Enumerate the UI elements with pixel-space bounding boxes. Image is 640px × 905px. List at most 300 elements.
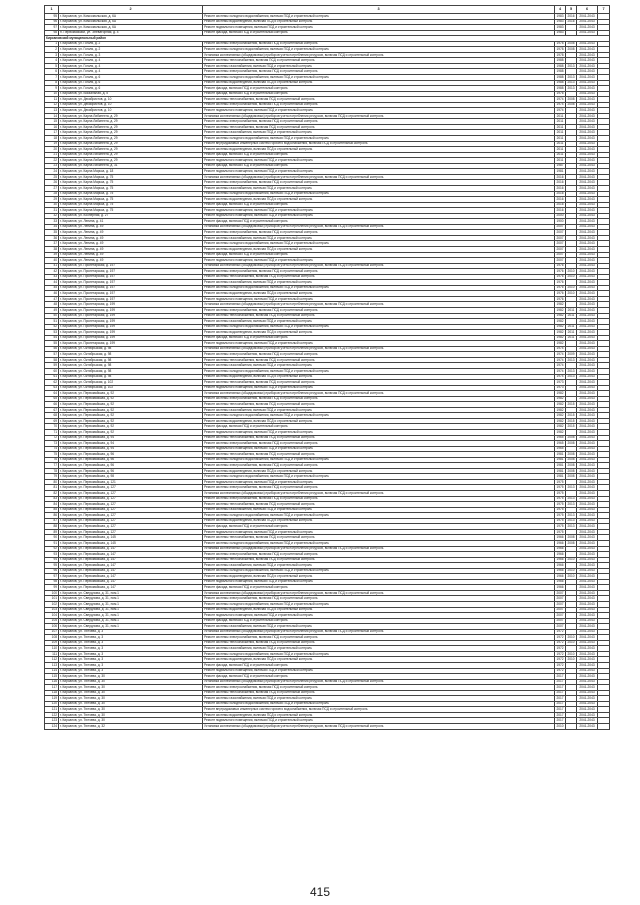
build-year-cell: 1973 — [556, 385, 564, 390]
planned-period-cell: 2041-2043 — [577, 307, 598, 313]
last-repair-year-cell: 2013 — [567, 496, 575, 501]
build-year-cell: 2017 — [556, 712, 564, 717]
address-cell: г. Кирсанов, ул. Тютчева, д. 30 — [59, 690, 203, 696]
work-type-cell: Ремонт системы холодного водоснабжения, включая ПСД и строительный контроль — [203, 369, 555, 375]
last-repair-year-cell: 2008 — [567, 451, 575, 456]
planned-period-cell: 2041-2043 — [577, 646, 598, 652]
row-number: 5 — [45, 63, 59, 69]
row-number: 57 — [45, 352, 59, 358]
address-cell: г. Кирсанов, ул. Карла Маркса, д. 75 — [59, 191, 203, 197]
row-number: 91 — [45, 540, 59, 546]
build-year-cell: 2011 — [555, 152, 566, 158]
planned-period-cell: 2041-2043 — [577, 496, 598, 502]
build-year-cell: 2007 — [556, 623, 564, 628]
build-year-cell: 1978 — [556, 52, 564, 57]
build-year-cell: 1982 — [556, 390, 564, 395]
address-cell: г. Кирсанов, ул. Первомайская, д. 147 — [59, 552, 203, 558]
row-number: 89 — [45, 529, 59, 535]
work-type-cell: Ремонт системы теплоснабжения, включая ПСД и строительный контроль — [203, 640, 555, 646]
last-repair-year-cell: 2010 — [567, 651, 575, 656]
work-type-cell: Ремонт системы газоснабжения, включая ПСД и строительный контроль — [203, 319, 555, 325]
page-number: 415 — [309, 885, 331, 899]
last-repair-year-cell: 2013 — [567, 74, 575, 79]
work-type-cell: Установка коллективных (общедомовых) приборов учета потребления ресурсов, включая ПСД и строительный контроль — [203, 629, 555, 635]
address-cell: г. Кирсанов, ул. Гоголя, д. 2 — [59, 47, 203, 53]
planned-period-cell: 2041-2043 — [577, 346, 598, 352]
work-type-cell: Ремонт системы газоснабжения, включая ПСД и строительный контроль — [203, 235, 555, 241]
address-cell: г. Кирсанов, ул. Свердлова, д. 31, пом.1 — [59, 590, 203, 596]
planned-period-cell: 2041-2043 — [577, 330, 598, 336]
work-type-cell: Ремонт фасада, включая ПСД и строительный контроль — [203, 202, 555, 208]
planned-period-cell: 2041-2043 — [577, 197, 598, 203]
row-number: 98 — [45, 30, 59, 36]
build-year-cell: 1972 — [556, 640, 564, 645]
work-type-cell: Ремонт системы электроснабжения, включая ПСД и строительный контроль — [203, 41, 555, 47]
build-year-cell: 1966 — [556, 535, 564, 540]
row-number: 24 — [45, 169, 59, 175]
address-cell: г. Кирсанов, ул. Тютчева, д. 3 — [59, 640, 203, 646]
last-repair-year-cell: 2010 — [567, 657, 575, 662]
address-cell: г. Кирсанов, ул. Тютчева, д. 30 — [59, 701, 203, 707]
row-number: 29 — [45, 197, 59, 203]
planned-period-cell: 2041-2043 — [577, 540, 598, 546]
planned-period-cell: 2041-2043 — [577, 568, 598, 574]
address-cell: г. Кирсанов, ул. Пролетарская, д. 197 — [59, 296, 203, 302]
row-number: 63 — [45, 385, 59, 391]
work-type-cell: Ремонт системы теплоснабжения, включая ПСД и строительный контроль — [203, 274, 555, 280]
row-number: 73 — [45, 441, 59, 447]
row-number: 3 — [45, 52, 59, 58]
address-cell: г. Кирсанов, ул. Тютчева, д. 3 — [59, 651, 203, 657]
address-cell: г. Кирсанов, ул. Гоголя, д. 4 — [59, 63, 203, 69]
row-number: 6 — [45, 69, 59, 75]
last-repair-year-cell: 2010 — [567, 573, 575, 578]
planned-period-cell: 2041-2043 — [577, 180, 598, 186]
planned-period-cell: 2041-2043 — [577, 235, 598, 241]
work-type-cell: Ремонт подвального помещения, включая ПСД и строительный контроль — [203, 169, 555, 175]
work-type-cell: Ремонт фасада, включая ПСД и строительный контроль — [203, 86, 555, 92]
row-number: 26 — [45, 180, 59, 186]
build-year-cell: 1978 — [556, 41, 564, 46]
address-cell: г. Кирсанов, ул. Первомайская, д. 92 — [59, 396, 203, 402]
planned-period-cell: 2041-2043 — [577, 86, 598, 92]
build-year-cell: 1982 — [556, 418, 564, 423]
planned-period-cell: 2041-2043 — [577, 651, 598, 657]
row-number: 19 — [45, 141, 59, 147]
planned-period-cell: 2041-2043 — [577, 147, 598, 153]
row-number: 37 — [45, 241, 59, 247]
address-cell: г. Кирсанов, ул. Карла Маркса, д. 75 — [59, 180, 203, 186]
address-cell: г. Кирсанов, ул. Пролетарская, д. 197 — [59, 285, 203, 291]
row-number: 78 — [45, 468, 59, 474]
build-year-cell: 1976 — [556, 263, 564, 268]
planned-period-cell: 2041-2043 — [577, 25, 598, 31]
build-year-cell: 1975 — [556, 529, 564, 534]
build-year-cell: 2016 — [556, 174, 564, 179]
row-number: 39 — [45, 252, 59, 258]
address-cell: г. Кирсанов, ул. Свердлова, д. 31, пом.1 — [59, 601, 203, 607]
row-number: 115 — [45, 674, 59, 680]
work-type-cell: Ремонт системы теплоснабжения, включая ПСД и строительный контроль — [203, 690, 555, 696]
row-number: 53 — [45, 330, 59, 336]
build-year-cell: 1966 — [556, 573, 564, 578]
address-cell: г. Кирсанов, ул. Пролетарская, д. 199 — [59, 302, 203, 308]
planned-period-cell: 2041-2043 — [577, 552, 598, 558]
address-cell: г. Кирсанов, ул. Первомайская, д. 92 — [59, 430, 203, 436]
row-number: 60 — [45, 369, 59, 375]
address-cell: г. Кирсанов, ул. Первомайская, д. 92 — [59, 418, 203, 424]
work-type-cell: Ремонт системы электроснабжения, включая ПСД и строительный контроль — [203, 69, 555, 75]
row-number: 95 — [45, 563, 59, 569]
build-year-cell: 1981 — [556, 462, 564, 467]
work-type-cell: Ремонт системы электроснабжения, включая ПСД и строительный контроль — [203, 552, 555, 558]
build-year-cell: 1981 — [556, 474, 564, 479]
planned-period-cell: 2041-2043 — [577, 108, 598, 114]
planned-period-cell: 2041-2043 — [577, 319, 598, 325]
last-repair-year-cell: 2010 — [567, 274, 575, 279]
row-number: 55 — [45, 341, 59, 347]
address-cell: г. Кирсанов, ул. Первомайская, д. 127 — [59, 496, 203, 502]
planned-period-cell: 2041-2043 — [577, 274, 598, 280]
address-cell: г. Кирсанов, ул. Пролетарская, д. 199 — [59, 319, 203, 325]
build-year-cell: 1966 — [556, 579, 564, 584]
address-cell: г. Кирсанов, ул. Тютчева, д. 30 — [59, 707, 203, 713]
build-year-cell: 1976 — [556, 274, 564, 279]
address-cell: г. Кирсанов, ул. Ленина, д. 49 — [59, 224, 203, 230]
work-type-cell: Ремонт системы газоснабжения, включая ПСД и строительный контроль — [203, 646, 555, 652]
build-year-cell: 2016 — [556, 180, 564, 185]
row-number: 43 — [45, 274, 59, 280]
build-year-cell: 1988 — [556, 58, 564, 63]
build-year-cell: 1981 — [556, 451, 564, 456]
planned-period-cell: 2041-2043 — [577, 130, 598, 136]
address-cell: г. Кирсанов, ул. Комсомольская, д. 6А — [59, 14, 203, 20]
row-number: 11 — [45, 97, 59, 103]
row-number: 50 — [45, 313, 59, 319]
planned-period-cell: 2041-2043 — [577, 662, 598, 668]
work-type-cell: Ремонт системы водоотведения, включая ПСД и строительный контроль — [203, 418, 555, 424]
work-type-cell: Ремонт системы теплоснабжения, включая ПСД и строительный контроль — [203, 535, 555, 541]
last-repair-year-cell: 2008 — [567, 46, 575, 51]
planned-period-cell: 2041-2043 — [577, 241, 598, 247]
work-type-cell: Установка коллективных (общедомовых) приборов учета потребления ресурсов, включая ПСД и строительный контроль — [203, 590, 555, 596]
build-year-cell: 1966 — [556, 585, 564, 589]
planned-period-cell: 2041-2043 — [577, 224, 598, 230]
planned-period-cell: 2041-2043 — [577, 91, 598, 97]
planned-period-cell: 2041-2043 — [577, 58, 598, 64]
row-number: 28 — [45, 191, 59, 197]
work-type-cell: Ремонт системы газоснабжения, включая ПСД и строительный контроль — [203, 507, 555, 513]
row-number: 68 — [45, 413, 59, 419]
address-cell: г. Кирсанов, ул. Карла Либкнехта, д. 29 — [59, 124, 203, 130]
address-cell: г. Кирсанов, ул. Пролетарская, д. 197 — [59, 280, 203, 286]
work-type-cell: Ремонт системы водоотведения, включая ПСД и строительный контроль — [203, 291, 555, 297]
address-cell: г. Кирсанов, ул. Пролетарская, д. 197 — [59, 263, 203, 269]
work-type-cell: Ремонт внутридомовых инженерных систем горячего водоснабжения, включая ПСД и строительный контроль — [203, 707, 555, 713]
planned-period-cell: 2041-2043 — [577, 563, 598, 569]
work-type-cell: Установка коллективных (общедомовых) приборов учета потребления ресурсов, включая ПСД и строительный контроль — [203, 263, 555, 269]
last-repair-year-cell: 2013 — [567, 374, 575, 379]
planned-period-cell: 2041-2043 — [577, 174, 598, 180]
planned-period-cell: 2041-2043 — [577, 668, 598, 674]
last-repair-year-cell: 2010 — [567, 291, 575, 296]
planned-period-cell: 2041-2043 — [577, 213, 598, 219]
last-repair-year-cell: 2011 — [566, 324, 577, 330]
build-year-cell: 2010 — [556, 723, 564, 728]
last-repair-year-cell: 2008 — [567, 474, 575, 479]
last-repair-year-cell: 2008 — [567, 96, 575, 101]
column-header: 3 — [203, 6, 555, 14]
work-type-cell: Ремонт системы холодного водоснабжения, включая ПСД и строительный контроль — [203, 413, 555, 419]
row-number: 56 — [45, 346, 59, 352]
row-number: 51 — [45, 319, 59, 325]
address-cell: г. Кирсанов, ул. Первомайская, д. 92 — [59, 413, 203, 419]
address-cell: г. Кирсанов, ул. Первомайская, д. 127 — [59, 502, 203, 508]
address-cell: г. Кирсанов, ул. Первомайская, д. 147 — [59, 568, 203, 574]
row-number: 94 — [45, 557, 59, 563]
work-type-cell: Ремонт подвального помещения, включая ПСД и строительный контроль — [203, 579, 555, 585]
row-number: 108 — [45, 635, 59, 641]
build-year-cell: 1965 — [556, 440, 564, 445]
build-year-cell: 1972 — [556, 646, 564, 651]
planned-period-cell: 2041-2043 — [577, 485, 598, 491]
build-year-cell: 1976 — [556, 296, 564, 301]
last-repair-year-cell: 2008 — [567, 535, 575, 540]
build-year-cell: 1981 — [556, 468, 564, 473]
row-number: 88 — [45, 524, 59, 530]
address-cell: г. Кирсанов, ул. Первомайская, д. 98 — [59, 474, 203, 480]
row-number: 80 — [45, 479, 59, 485]
row-number: 123 — [45, 718, 59, 724]
row-number: 9 — [45, 86, 59, 92]
address-cell: г. Кирсанов, ул. Гоголя, д. 2 — [59, 41, 203, 47]
work-type-cell: Установка коллективных (общедомовых) приборов учета потребления ресурсов, включая ПСД и строительный контроль — [203, 546, 555, 552]
last-repair-year-cell: 2010 — [567, 268, 575, 273]
row-number: 110 — [45, 646, 59, 652]
build-year-cell: 2011 — [555, 130, 566, 136]
planned-period-cell: 2041-2043 — [577, 629, 598, 635]
row-number: 99 — [45, 585, 59, 591]
row-number: 79 — [45, 474, 59, 480]
row-number: 10 — [45, 91, 59, 97]
planned-period-cell: 2041-2043 — [577, 296, 598, 302]
build-year-cell: 1988 — [556, 74, 564, 79]
row-number: 16 — [45, 124, 59, 130]
build-year-cell: 1982 — [556, 424, 564, 429]
planned-period-cell: 2041-2043 — [577, 657, 598, 663]
row-number: 17 — [45, 130, 59, 136]
planned-period-cell: 2041-2043 — [577, 513, 598, 519]
work-type-cell: Ремонт системы теплоснабжения, включая ПСД и строительный контроль — [203, 124, 555, 130]
row-number: 96 — [45, 568, 59, 574]
row-number: 83 — [45, 496, 59, 502]
build-year-cell: 1981 — [556, 457, 564, 462]
planned-period-cell: 2041-2043 — [577, 246, 598, 252]
build-year-cell: 1982 — [556, 413, 564, 418]
address-cell: г. Кирсанов, ул. Октябрьская, д. 102 — [59, 380, 203, 386]
planned-period-cell: 2041-2043 — [577, 374, 598, 380]
address-cell: г. Кирсанов, ул. Пролетарская, д. 199 — [59, 330, 203, 336]
address-cell: г. Кирсанов, ул. Декабристов, д. 10 — [59, 102, 203, 108]
address-cell: г. Кирсанов, ул. Тютчева, д. 32 — [59, 724, 203, 730]
planned-period-cell: 2041-2043 — [577, 380, 598, 386]
work-type-cell: Ремонт системы электроснабжения, включая ПСД и строительный контроль — [203, 441, 555, 447]
address-cell: г. Кирсанов, ул. Ленина, д. 41 — [59, 219, 203, 225]
build-year-cell: 1982 — [556, 307, 564, 312]
row-number: 46 — [45, 291, 59, 297]
build-year-cell: 2007 — [556, 230, 564, 234]
planned-period-cell: 2041-2043 — [577, 169, 598, 175]
work-type-cell: Ремонт системы электроснабжения, включая ПСД и строительный контроль — [203, 463, 555, 469]
row-number: 45 — [45, 285, 59, 291]
build-year-cell: 2016 — [556, 185, 564, 190]
work-type-cell: Ремонт системы электроснабжения, включая ПСД и строительный контроль — [203, 485, 555, 491]
planned-period-cell: 2041-2043 — [577, 707, 598, 713]
planned-period-cell: 2041-2043 — [577, 335, 598, 341]
planned-period-cell: 2041-2043 — [577, 457, 598, 463]
build-year-cell: 2017 — [556, 695, 564, 700]
work-type-cell: Ремонт подвального помещения, включая ПСД и строительный контроль — [203, 296, 555, 302]
work-type-cell: Ремонт системы электроснабжения, включая ПСД и строительный контроль — [203, 269, 555, 275]
work-type-cell: Ремонт системы водоотведения, включая ПСД и строительный контроль — [203, 657, 555, 663]
row-number: 82 — [45, 491, 59, 497]
work-type-cell: Ремонт фасада, включая ПСД и строительный контроль — [203, 524, 555, 530]
address-cell: г. Кирсанов, ул. Гоголя, д. 4 — [59, 69, 203, 75]
work-type-cell: Ремонт подвального помещения, включая ПСД и строительный контроль — [203, 108, 555, 114]
work-type-cell: Ремонт системы водоотведения, включая ПСД и строительный контроль — [203, 574, 555, 580]
address-cell: г. Кирсанов, ул. Тютчева, д. 30 — [59, 696, 203, 702]
work-type-cell: Ремонт фасада, включая ПСД и строительный контроль — [203, 618, 555, 624]
build-year-cell: 2017 — [556, 684, 564, 689]
row-number: 49 — [45, 307, 59, 313]
work-type-cell: Ремонт системы газоснабжения, включая ПСД и строительный контроль — [203, 130, 555, 136]
address-cell: г. Кирсанов, ул. Первомайская, д. 127 — [59, 491, 203, 497]
work-type-cell: Ремонт фасада, включая ПСД и строительный контроль — [203, 585, 555, 591]
column-header: 1 — [45, 6, 59, 14]
address-cell: г. Кирсанов, ул. Первомайская, д. 94 — [59, 435, 203, 441]
build-year-cell: 2007 — [556, 607, 564, 612]
address-cell: г. Кирсанов, ул. Карла Маркса, д. 75 — [59, 208, 203, 214]
planned-period-cell: 2041-2043 — [577, 679, 598, 685]
planned-period-cell: 2041-2043 — [577, 41, 598, 47]
last-repair-year-cell: 2013 — [567, 485, 575, 490]
address-cell: г. Кирсанов, ул. Тютчева, д. 3 — [59, 668, 203, 674]
planned-period-cell: 2041-2043 — [577, 102, 598, 108]
build-year-cell: 2016 — [556, 202, 564, 207]
planned-period-cell: 2041-2043 — [577, 14, 598, 20]
address-cell: г. Кирсанов, ул. Ленина, д. 49 — [59, 230, 203, 236]
build-year-cell: 2017 — [556, 690, 564, 695]
work-type-cell: Ремонт системы газоснабжения, включая ПСД и строительный контроль — [203, 280, 555, 286]
address-cell: п. Первомайский, ул. Элеваторная, д. 4 — [59, 30, 203, 36]
row-number: 61 — [45, 374, 59, 380]
build-year-cell: 1972 — [556, 629, 564, 634]
row-number: 31 — [45, 208, 59, 214]
address-cell: г. Кирсанов, ул. Октябрьская, д. 98 — [59, 352, 203, 358]
work-type-cell: Ремонт системы водоотведения, включая ПСД и строительный контроль — [203, 468, 555, 474]
address-cell: г. Кирсанов, ул. Свердлова, д. 31, пом.1 — [59, 607, 203, 613]
last-repair-year-cell: 2008 — [567, 435, 575, 440]
planned-period-cell: 2041-2043 — [577, 596, 598, 602]
build-year-cell: 1975 — [556, 490, 564, 495]
column-header: 5 — [566, 6, 577, 14]
work-type-cell: Ремонт системы газоснабжения, включая ПСД и строительный контроль — [203, 63, 555, 69]
work-type-cell: Ремонт фасада, включая ПСД и строительный контроль — [203, 335, 555, 341]
last-repair-year-cell: 2008 — [567, 102, 575, 107]
build-year-cell: 1976 — [556, 285, 564, 290]
work-type-cell: Ремонт внутридомовых инженерных систем горячего водоснабжения, включая ПСД и строительный контроль — [203, 141, 555, 147]
build-year-cell: 2007 — [556, 590, 564, 595]
planned-period-cell: 2041-2043 — [577, 407, 598, 413]
planned-period-cell: 2041-2043 — [577, 674, 598, 680]
work-type-cell: Ремонт системы водоотведения, включая ПСД и строительный контроль — [203, 147, 555, 153]
address-cell: г. Кирсанов, ул. Первомайская, д. 121 — [59, 479, 203, 485]
address-cell: г. Кирсанов, ул. Свердлова, д. 31, пом.1 — [59, 624, 203, 630]
planned-period-cell: 2041-2043 — [577, 52, 598, 58]
address-cell: г. Кирсанов, ул. Карла Либкнехта, д. 29 — [59, 130, 203, 136]
build-year-cell: 1975 — [556, 501, 564, 506]
last-repair-year-cell: 2010 — [567, 640, 575, 645]
work-type-cell: Установка коллективных (общедомовых) приборов учета потребления ресурсов, включая ПСД и строительный контроль — [203, 174, 555, 180]
work-type-cell: Ремонт системы теплоснабжения, включая ПСД и строительный контроль — [203, 557, 555, 563]
build-year-cell: 2011 — [555, 136, 566, 142]
work-type-cell: Ремонт системы холодного водоснабжения, включая ПСД и строительный контроль — [203, 47, 555, 53]
build-year-cell: 2011 — [555, 141, 566, 147]
planned-period-cell: 2041-2043 — [577, 30, 598, 36]
row-number: 44 — [45, 280, 59, 286]
address-cell: г. Кирсанов, ул. Первомайская, д. 92 — [59, 407, 203, 413]
last-repair-year-cell: 2010 — [567, 634, 575, 639]
work-type-cell: Ремонт системы электроснабжения, включая ПСД и строительный контроль — [203, 596, 555, 602]
build-year-cell: 1974 — [556, 107, 564, 112]
planned-period-cell: 2041-2043 — [577, 219, 598, 225]
address-cell: г. Кирсанов, ул. Тютчева, д. 3 — [59, 662, 203, 668]
row-number: 38 — [45, 246, 59, 252]
planned-period-cell: 2041-2043 — [577, 158, 598, 164]
address-cell: г. Кирсанов, ул. Тютчева, д. 30 — [59, 712, 203, 718]
build-year-cell: 1975 — [556, 518, 564, 523]
planned-period-cell: 2041-2043 — [577, 418, 598, 424]
work-type-cell: Ремонт системы теплоснабжения, включая ПСД и строительный контроль — [203, 357, 555, 363]
row-number: 58 — [45, 357, 59, 363]
row-number: 114 — [45, 668, 59, 674]
build-year-cell: 1974 — [556, 357, 564, 362]
address-cell: г. Кирсанов, ул. Тютчева, д. 30 — [59, 685, 203, 691]
address-cell: г. Кирсанов, ул. Первомайская, д. 147 — [59, 585, 203, 591]
planned-period-cell: 2041-2043 — [577, 402, 598, 408]
row-number: 101 — [45, 596, 59, 602]
address-cell: г. Кирсанов, ул. Тютчева, д. 3 — [59, 629, 203, 635]
build-year-cell: 2007 — [556, 257, 564, 262]
build-year-cell: 1982 — [556, 324, 564, 329]
last-repair-year-cell: 2011 — [566, 313, 577, 319]
work-type-cell: Ремонт системы водоотведения, включая ПСД и строительный контроль — [203, 712, 555, 718]
address-cell: г. Кирсанов, ул. Первомайская, д. 92 — [59, 391, 203, 397]
build-year-cell: 1974 — [556, 363, 564, 368]
build-year-cell: 1966 — [556, 546, 564, 551]
address-cell: г. Кирсанов, ул. Октябрьская, д. 98 — [59, 357, 203, 363]
planned-period-cell: 2041-2043 — [577, 357, 598, 363]
planned-period-cell: 2041-2043 — [577, 607, 598, 613]
work-type-cell: Ремонт фасада, включая ПСД и строительный контроль — [203, 152, 555, 158]
build-year-cell: 1982 — [556, 329, 564, 334]
planned-period-cell: 2041-2043 — [577, 269, 598, 275]
address-cell: г. Кирсанов, ул. Свердлова, д. 31, пом.1 — [59, 596, 203, 602]
row-number: 124 — [45, 724, 59, 730]
planned-period-cell: 2041-2043 — [577, 391, 598, 397]
work-type-cell: Ремонт подвального помещения, включая ПСД и строительный контроль — [203, 430, 555, 436]
work-type-cell: Ремонт системы теплоснабжения, включая ПСД и строительный контроль — [203, 97, 555, 103]
